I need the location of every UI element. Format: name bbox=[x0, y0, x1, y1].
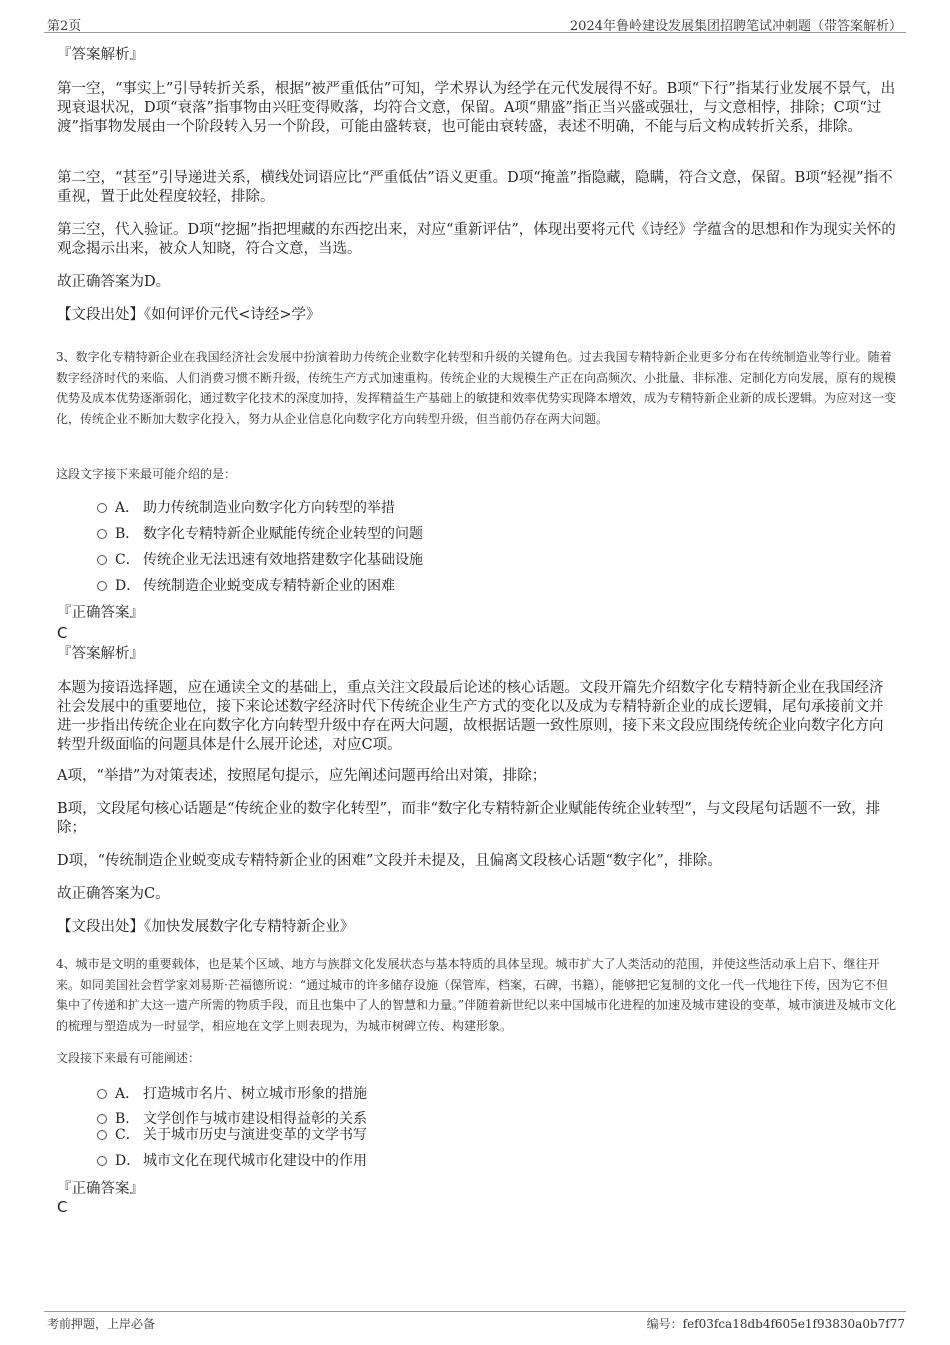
footer-divider bbox=[44, 1311, 906, 1312]
radio-icon[interactable] bbox=[97, 529, 107, 539]
radio-icon[interactable] bbox=[97, 555, 107, 565]
option-letter: C． bbox=[115, 1127, 140, 1143]
option-letter: A． bbox=[115, 500, 140, 516]
q3-answer: C bbox=[57, 624, 68, 642]
q3-option-b[interactable] bbox=[97, 525, 423, 543]
q3-analysis-label: 『答案解析』 bbox=[57, 646, 144, 662]
radio-icon[interactable] bbox=[97, 1114, 107, 1124]
option-letter: B． bbox=[115, 526, 140, 542]
q2-analysis-para-1: 第一空，“事实上”引导转折关系，根据“被严重低估”可知，学术界认为经学在元代发展得不好。B项“下行”指某行业发展不景气，出现衰退状况，D项“衰落”指事物由兴旺变得败落，均符合文意，保留。A项“鼎盛”指正当兴盛或强壮，与文意相悖，排除；C项“过渡”指事物发展由一个阶段转入另一个阶段，可能由盛转衰，也可能由衰转盛，表述不明确，不能与后文构成转折关系，排除。 bbox=[57, 81, 896, 135]
document-id: 编号：fef03fca18db4f605e1f93830a0b7f77 bbox=[646, 1317, 905, 1331]
q4-answer: C bbox=[57, 1198, 68, 1216]
option-letter: C． bbox=[115, 552, 140, 568]
option-text: 文学创作与城市建设相得益彰的关系 bbox=[143, 1111, 367, 1127]
q3-analysis-para-2: A项，“举措”为对策表述，按照尾句提示，应先阐述问题再给出对策，排除； bbox=[57, 768, 547, 784]
q3-option-d[interactable] bbox=[97, 577, 395, 595]
q3-analysis-para-4: D项，“传统制造企业蜕变成专精特新企业的困难”文段并未提及，且偏离文段核心话题“数字化”，排除。 bbox=[57, 853, 722, 869]
q3-source: 【文段出处】《加快发展数字化专精特新企业》 bbox=[57, 919, 355, 935]
q2-source: 【文段出处】《如何评价元代<诗经>学》 bbox=[57, 307, 321, 323]
q4-stem: 4、城市是文明的重要载体，也是某个区域、地方与族群文化发展状态与基本特质的具体呈现。城市扩大了人类活动的范围，并使这些活动承上启下、继往开来。如同美国社会哲学家刘易斯·芒福德所说：“通过城市的许多储存设施（保管库，档案，石碑，书籍），能够把它复制的文化一代一代地往下传，因为它不但集中了传递和扩大这一遗产所需的物质手段，而且也集中了人的智慧和力量。”伴随着新世纪以来中国城市化进程的加速及城市建设的变革，城市演进及城市文化的梳理与塑造成为一时显学，相应地在文学上则表现为，为城市树碑立传、构建形象。 bbox=[56, 957, 897, 1033]
option-text: 数字化专精特新企业赋能传统企业转型的问题 bbox=[143, 526, 423, 542]
option-text: 助力传统制造业向数字化方向转型的举措 bbox=[143, 500, 395, 516]
document-title: 2024年鲁岭建设发展集团招聘笔试冲刺题（带答案解析） bbox=[569, 19, 902, 34]
q3-analysis-para-3: B项，文段尾句核心话题是“传统企业的数字化转型”，而非“数字化专精特新企业赋能传统企业转型”，与文段尾句话题不一致，排除； bbox=[57, 801, 881, 836]
option-text: 传统制造企业蜕变成专精特新企业的困难 bbox=[143, 578, 395, 594]
header-divider bbox=[44, 32, 906, 33]
q4-option-d[interactable] bbox=[97, 1152, 367, 1170]
page-number: 第2页 bbox=[47, 19, 82, 34]
option-letter: A． bbox=[115, 1086, 140, 1102]
q3-conclusion: 故正确答案为C。 bbox=[57, 886, 170, 902]
q2-analysis-label: 『答案解析』 bbox=[57, 47, 144, 63]
radio-icon[interactable] bbox=[97, 1089, 107, 1099]
radio-icon[interactable] bbox=[97, 503, 107, 513]
q2-analysis-para-3: 第三空，代入验证。D项“挖掘”指把埋藏的东西挖出来，对应“重新评估”，体现出要将元代《诗经》学蕴含的思想和作为现实关怀的观念揭示出来，被众人知晓，符合文意，当选。 bbox=[57, 222, 896, 257]
option-letter: D． bbox=[115, 578, 141, 594]
option-letter: B． bbox=[115, 1111, 140, 1127]
option-text: 打造城市名片、树立城市形象的措施 bbox=[143, 1086, 367, 1102]
radio-icon[interactable] bbox=[97, 1130, 107, 1140]
q4-option-a[interactable] bbox=[97, 1085, 367, 1103]
q2-analysis-para-2: 第二空，“甚至”引导递进关系，横线处词语应比“严重低估”语义更重。D项“掩盖”指隐藏，隐瞒，符合文意，保留。B项“轻视”指不重视，置于此处程度较轻，排除。 bbox=[57, 170, 893, 205]
option-text: 关于城市历史与演进变革的文学书写 bbox=[143, 1127, 367, 1143]
q3-answer-label: 『正确答案』 bbox=[57, 605, 144, 621]
option-text: 城市文化在现代城市化建设中的作用 bbox=[143, 1153, 367, 1169]
q3-option-c[interactable] bbox=[97, 551, 423, 569]
q3-option-a[interactable] bbox=[97, 499, 395, 517]
footer-slogan: 考前押题，上岸必备 bbox=[47, 1317, 156, 1331]
q4-prompt: 文段接下来最有可能阐述： bbox=[56, 1051, 201, 1065]
option-text: 传统企业无法迅速有效地搭建数字化基础设施 bbox=[143, 552, 423, 568]
radio-icon[interactable] bbox=[97, 581, 107, 591]
q4-option-c[interactable] bbox=[97, 1126, 367, 1144]
q2-conclusion: 故正确答案为D。 bbox=[57, 274, 171, 290]
q3-analysis-para-1: 本题为接语选择题，应在通读全文的基础上，重点关注文段最后论述的核心话题。文段开篇先介绍数字化专精特新企业在我国经济社会发展中的重要地位，接下来论述数字经济时代下传统企业生产方式的变化以及成为专精特新企业的成长逻辑，尾句承接前文并进一步指出传统企业在向数字化方向转型升级中存在两大问题，故根据话题一致性原则，接下来文段应围绕传统企业向数字化方向转型升级面临的问题具体是什么展开论述，对应C项。 bbox=[57, 680, 884, 753]
q3-stem: 3、数字化专精特新企业在我国经济社会发展中扮演着助力传统企业数字化转型和升级的关键角色。过去我国专精特新企业更多分布在传统制造业等行业。随着数字经济时代的来临、人们消费习惯不断升级，传统生产方式加速重构。传统企业的大规模生产正在向高频次、小批量、非标准、定制化方向发展，原有的规模优势及成本优势逐渐弱化，通过数字化技术的深度加持，发挥精益生产基础上的敏捷和效率优势实现降本增效，成为专精特新企业新的成长逻辑。为应对这一变化，传统企业不断加大数字化投入，努力从企业信息化向数字化方向转型升级，但当前仍存在两大问题。 bbox=[56, 350, 897, 426]
option-letter: D． bbox=[115, 1153, 141, 1169]
q4-answer-label: 『正确答案』 bbox=[57, 1181, 144, 1197]
q3-prompt: 这段文字接下来最可能介绍的是： bbox=[56, 467, 237, 481]
radio-icon[interactable] bbox=[97, 1156, 107, 1166]
